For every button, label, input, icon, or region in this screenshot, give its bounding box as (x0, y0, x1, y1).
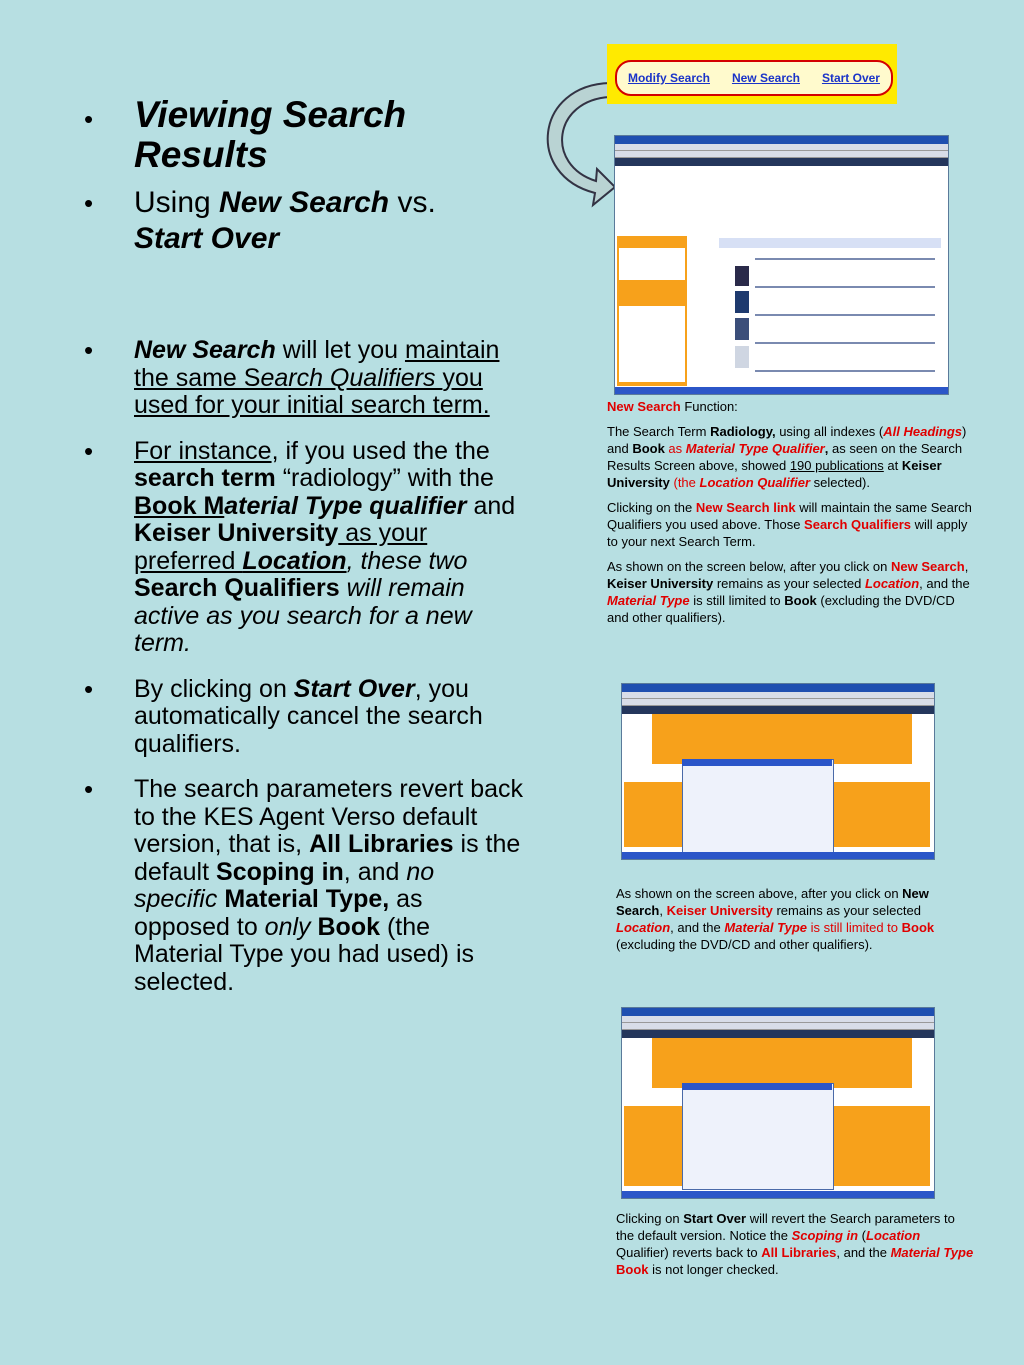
new-search-result-note: As shown on the screen above, after you click on New Search, Keiser University remains as your selected Location, and the Material Type is still limited to Book (excluding the DVD/CD and other qualifiers). (616, 886, 935, 952)
start-over-screenshot (621, 1007, 935, 1199)
subtitle-using: • Using New Search vs. Start Over (84, 186, 436, 255)
slide-title: • Viewing Search Results (84, 94, 407, 175)
search-links-pill (615, 60, 893, 96)
left-column (84, 95, 524, 1014)
new-search-link[interactable]: New Search (731, 71, 800, 85)
bullet-for-instance: • For instance, if you used the the search term “radiology” with the Book Material Type qualifier and Keiser University as your preferred Location, these two Search Qualifiers will remain active as you search for a new term. (84, 435, 516, 657)
bullet-new-search: • New Search will let you maintain the same Search Qualifiers you used for your initial search term. (84, 335, 500, 419)
new-search-screenshot (621, 683, 935, 860)
modify-search-link[interactable]: Modify Search (627, 71, 710, 85)
search-links-banner (607, 44, 897, 104)
new-search-function-note: New Search Function: The Search Term Radiology, using all indexes (All Headings) and Book as Material Type Qualifier, as seen on the Search Results Screen above, showed 190 publications at Keiser University (the Location Qualifier selected). Clicking on the New Search link will maintain the same Search Qualifiers you used above. Those Search Qualifiers will apply to your next Search Term. As shown on the screen below, after you click on New Search, Keiser University remains as your selected Location, and the Material Type is still limited to Book (excluding the DVD/CD and other qualifiers). (607, 399, 972, 625)
start-over-link[interactable]: Start Over (821, 71, 880, 85)
start-over-note: Clicking on Start Over will revert the Search parameters to the default version. Notice the Scoping in (Location Qualifier) reverts back to All Libraries, and the Material Type Book is not longer checked. (616, 1211, 974, 1277)
search-results-screenshot (614, 135, 949, 395)
bullet-start-over: • By clicking on Start Over, you automatically cancel the search qualifiers. (84, 673, 483, 758)
bullet-defaults: • The search parameters revert back to the KES Agent Verso default version, that is, All Libraries is the default Scoping in, and no specific Material Type, as opposed to only Book (the Material Type you had used) is selected. (84, 774, 524, 996)
